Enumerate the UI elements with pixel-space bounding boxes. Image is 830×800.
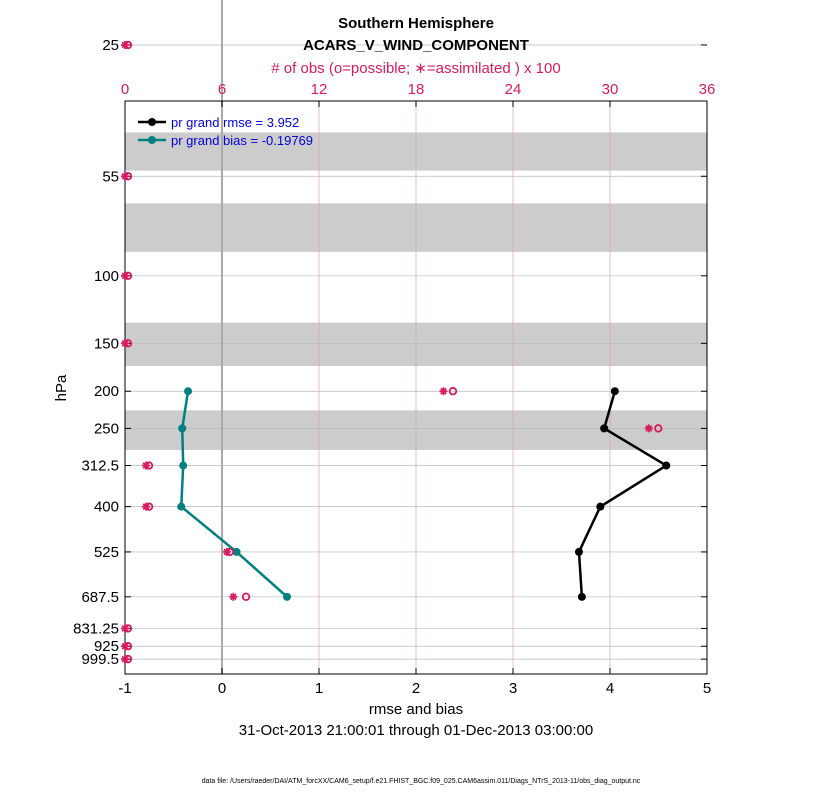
- obs-assimilated-11: [121, 624, 129, 632]
- x-tick-label: 2: [411, 680, 421, 697]
- x-tick-label: 5: [702, 680, 712, 697]
- top-tick-label: 30: [601, 81, 619, 98]
- y-tick-label: 200: [93, 383, 119, 401]
- obs-assimilated-13: [121, 655, 129, 663]
- data-file-footnote: data file: /Users/raeder/DAI/ATM_forcXX/CAM6_setup/f.e21.FHIST_BGC.f09_025.CAM6assim.011/Diags_NTrS_2013-11/obs_diag_output.nc: [201, 778, 641, 785]
- series-0-point-1: [600, 424, 608, 432]
- legend-entry-0: pr grand rmse = 3.952: [171, 115, 300, 130]
- obs-assimilated-10: [229, 593, 237, 601]
- top-tick-label: 0: [120, 81, 130, 98]
- top-tick-label: 6: [217, 81, 227, 98]
- series-0-point-5: [578, 593, 586, 601]
- obs-assimilated-7: [142, 462, 150, 470]
- series-1-point-5: [283, 593, 291, 601]
- y-tick-label: 55: [102, 168, 119, 186]
- x-tick-label: 3: [508, 680, 518, 697]
- obs-assimilated-8: [142, 503, 150, 511]
- series-0-point-4: [575, 548, 583, 556]
- chart-subtitle: ACARS_V_WIND_COMPONENT: [303, 37, 529, 54]
- y-tick-label: 25: [102, 36, 119, 54]
- obs-assimilated-6: [645, 424, 653, 432]
- top-tick-label: 18: [407, 81, 425, 98]
- y-tick-label: 687.5: [81, 588, 119, 606]
- series-0-point-3: [596, 503, 604, 511]
- top-tick-label: 36: [698, 81, 716, 98]
- time-range-label: 31-Oct-2013 21:00:01 through 01-Dec-2013 03:00:00: [238, 722, 594, 739]
- series-1-point-2: [179, 462, 187, 470]
- series-1-point-0: [184, 387, 192, 395]
- series-0-point-0: [611, 387, 619, 395]
- y-tick-label: 250: [93, 420, 119, 438]
- obs-assimilated-9: [223, 548, 231, 556]
- x-axis-label: rmse and bias: [368, 701, 464, 718]
- y-tick-label: 150: [93, 335, 119, 353]
- x-tick-label: 0: [217, 680, 227, 697]
- legend-entry-1: pr grand bias = -0.19769: [171, 133, 314, 148]
- y-tick-label: 400: [93, 498, 119, 516]
- series-1-point-1: [178, 424, 186, 432]
- top-axis-label: # of obs (o=possible; ∗=assimilated ) x 100: [271, 60, 561, 77]
- series-0-point-2: [662, 462, 670, 470]
- obs-assimilated-3: [121, 272, 129, 280]
- y-tick-label: 100: [93, 267, 119, 285]
- top-tick-label: 24: [504, 81, 522, 98]
- legend-marker-1: [148, 136, 156, 144]
- x-tick-label: 4: [605, 680, 615, 697]
- series-1-point-3: [177, 503, 185, 511]
- y-tick-label: 312.5: [81, 457, 119, 475]
- obs-assimilated-4: [121, 339, 129, 347]
- obs-assimilated-5: [439, 387, 447, 395]
- y-tick-label: 525: [93, 543, 119, 561]
- chart-title: Southern Hemisphere: [338, 15, 494, 32]
- top-tick-label: 12: [310, 81, 328, 98]
- obs-assimilated-12: [121, 642, 129, 650]
- x-tick-label: -1: [118, 680, 132, 697]
- y-tick-label: 925: [93, 638, 119, 656]
- y-tick-label: 831.25: [73, 620, 119, 638]
- y-tick-label: 999.5: [81, 651, 119, 669]
- legend-marker-0: [148, 118, 156, 126]
- x-tick-label: 1: [314, 680, 324, 697]
- y-axis-label: hPa: [53, 374, 70, 402]
